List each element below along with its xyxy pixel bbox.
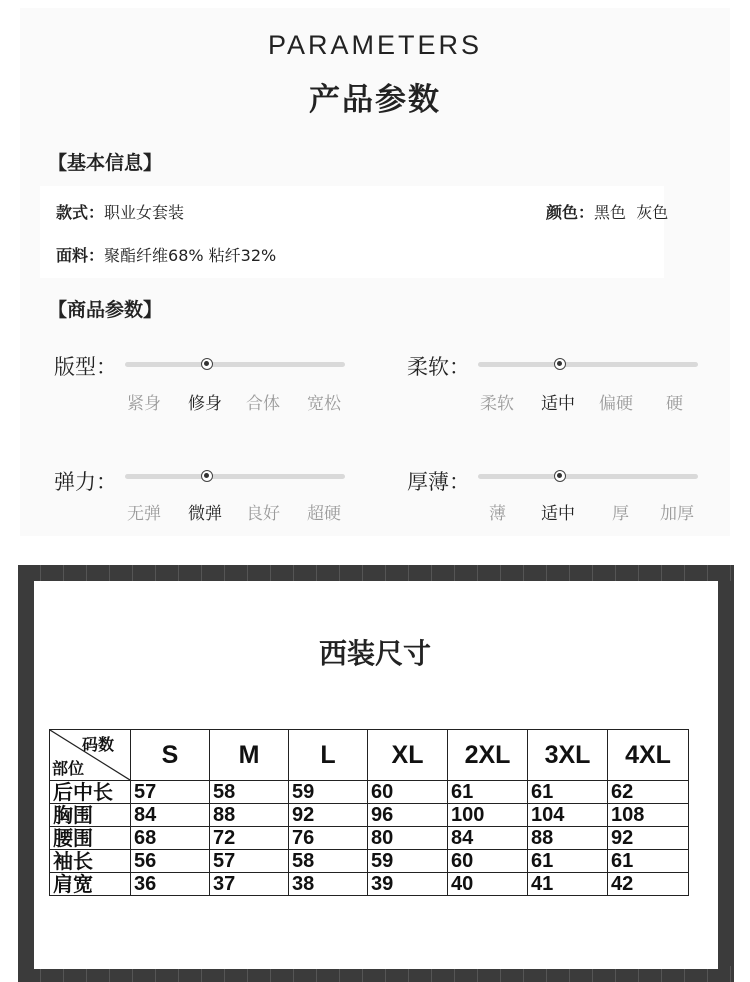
- fit-option: 宽松: [307, 394, 341, 414]
- measure-cell: 59: [368, 850, 448, 873]
- size-header: XL: [368, 730, 448, 781]
- measure-cell: 62: [608, 781, 689, 804]
- measure-cell: 60: [448, 850, 528, 873]
- size-header: M: [210, 730, 289, 781]
- measure-cell: 80: [368, 827, 448, 850]
- size-header: 4XL: [608, 730, 689, 781]
- measure-cell: 58: [210, 781, 289, 804]
- part-name: 胸围: [50, 804, 131, 827]
- table-row: [50, 781, 689, 804]
- measure-cell: 88: [210, 804, 289, 827]
- elasticity-slider-knob[interactable]: [201, 470, 213, 482]
- softness-option: 硬: [666, 394, 683, 414]
- measure-cell: 92: [608, 827, 689, 850]
- measure-cell: 41: [528, 873, 608, 896]
- elasticity-option: 良好: [246, 504, 280, 524]
- part-name: 袖长: [50, 850, 131, 873]
- measure-cell: 42: [608, 873, 689, 896]
- fit-label: 版型：: [54, 355, 117, 379]
- softness-slider-knob[interactable]: [554, 358, 566, 370]
- size-chart-title: 西装尺寸: [318, 637, 431, 670]
- fit-option: 合体: [246, 394, 280, 414]
- thickness-slider-knob[interactable]: [554, 470, 566, 482]
- part-name: 肩宽: [50, 873, 131, 896]
- measure-cell: 92: [289, 804, 368, 827]
- product-params-heading: 【商品参数】: [48, 299, 163, 321]
- measure-cell: 57: [210, 850, 289, 873]
- part-name: 腰围: [50, 827, 131, 850]
- measure-cell: 39: [368, 873, 448, 896]
- thickness-option: 加厚: [660, 504, 694, 524]
- measure-cell: 57: [131, 781, 210, 804]
- style-field: [56, 200, 184, 223]
- fabric-colon: ：: [88, 246, 105, 265]
- thickness-option: 薄: [489, 504, 506, 524]
- measure-cell: 38: [289, 873, 368, 896]
- color-field: [546, 200, 668, 223]
- basic-info-heading: 【基本信息】: [48, 152, 163, 174]
- color-label: 颜色: [546, 203, 579, 222]
- color-value: 黑色 灰色: [594, 203, 669, 222]
- measure-cell: 56: [131, 850, 210, 873]
- style-value: 职业女套装: [104, 203, 185, 222]
- size-header: S: [131, 730, 210, 781]
- size-header: 2XL: [448, 730, 528, 781]
- softness-option-selected: 适中: [541, 394, 575, 414]
- color-colon: ：: [578, 203, 595, 222]
- measure-cell: 72: [210, 827, 289, 850]
- elasticity-option: 超硬: [307, 504, 341, 524]
- measure-cell: 61: [608, 850, 689, 873]
- table-row: [50, 850, 689, 873]
- fit-option: 紧身: [127, 394, 161, 414]
- thickness-option-selected: 适中: [541, 504, 575, 524]
- measure-cell: 61: [528, 850, 608, 873]
- corner-cell: [50, 730, 131, 781]
- measure-cell: 76: [289, 827, 368, 850]
- measure-cell: 88: [528, 827, 608, 850]
- chinese-title: 产品参数: [309, 82, 441, 118]
- measure-cell: 84: [448, 827, 528, 850]
- english-title: PARAMETERS: [267, 30, 483, 60]
- measure-cell: 96: [368, 804, 448, 827]
- fit-slider-track[interactable]: [125, 362, 345, 367]
- softness-label: 柔软：: [407, 355, 470, 379]
- table-row: [50, 873, 689, 896]
- elasticity-slider-track[interactable]: [125, 474, 345, 479]
- size-axis-label: 码数: [81, 737, 114, 754]
- size-table: [49, 729, 689, 896]
- part-name: 后中长: [50, 781, 131, 804]
- measure-cell: 58: [289, 850, 368, 873]
- fabric-label: 面料: [56, 246, 89, 265]
- softness-slider-track[interactable]: [478, 362, 698, 367]
- softness-option: 偏硬: [599, 394, 633, 414]
- measure-cell: 61: [528, 781, 608, 804]
- measure-cell: 36: [131, 873, 210, 896]
- size-header: L: [289, 730, 368, 781]
- table-row: [50, 804, 689, 827]
- fabric-value: 聚酯纤维68% 粘纤32%: [104, 246, 277, 265]
- measure-cell: 104: [528, 804, 608, 827]
- fabric-field: [56, 243, 276, 266]
- measure-cell: 68: [131, 827, 210, 850]
- frame-top-ticks: [18, 565, 734, 581]
- softness-option: 柔软: [480, 394, 514, 414]
- thickness-option: 厚: [612, 504, 629, 524]
- style-colon: ：: [88, 203, 105, 222]
- size-header: 3XL: [528, 730, 608, 781]
- measure-cell: 108: [608, 804, 689, 827]
- elasticity-option-selected: 微弹: [188, 504, 222, 524]
- measure-cell: 61: [448, 781, 528, 804]
- table-row: [50, 827, 689, 850]
- elasticity-option: 无弹: [127, 504, 161, 524]
- thickness-slider-track[interactable]: [478, 474, 698, 479]
- measure-cell: 100: [448, 804, 528, 827]
- style-label: 款式: [56, 203, 89, 222]
- fit-slider-knob[interactable]: [201, 358, 213, 370]
- thickness-label: 厚薄：: [407, 470, 470, 494]
- measure-cell: 60: [368, 781, 448, 804]
- part-axis-label: 部位: [52, 761, 85, 778]
- fit-option-selected: 修身: [188, 394, 222, 414]
- measure-cell: 84: [131, 804, 210, 827]
- measure-cell: 40: [448, 873, 528, 896]
- size-header-row: [50, 730, 689, 781]
- measure-cell: 37: [210, 873, 289, 896]
- elasticity-label: 弹力：: [54, 470, 117, 494]
- measure-cell: 59: [289, 781, 368, 804]
